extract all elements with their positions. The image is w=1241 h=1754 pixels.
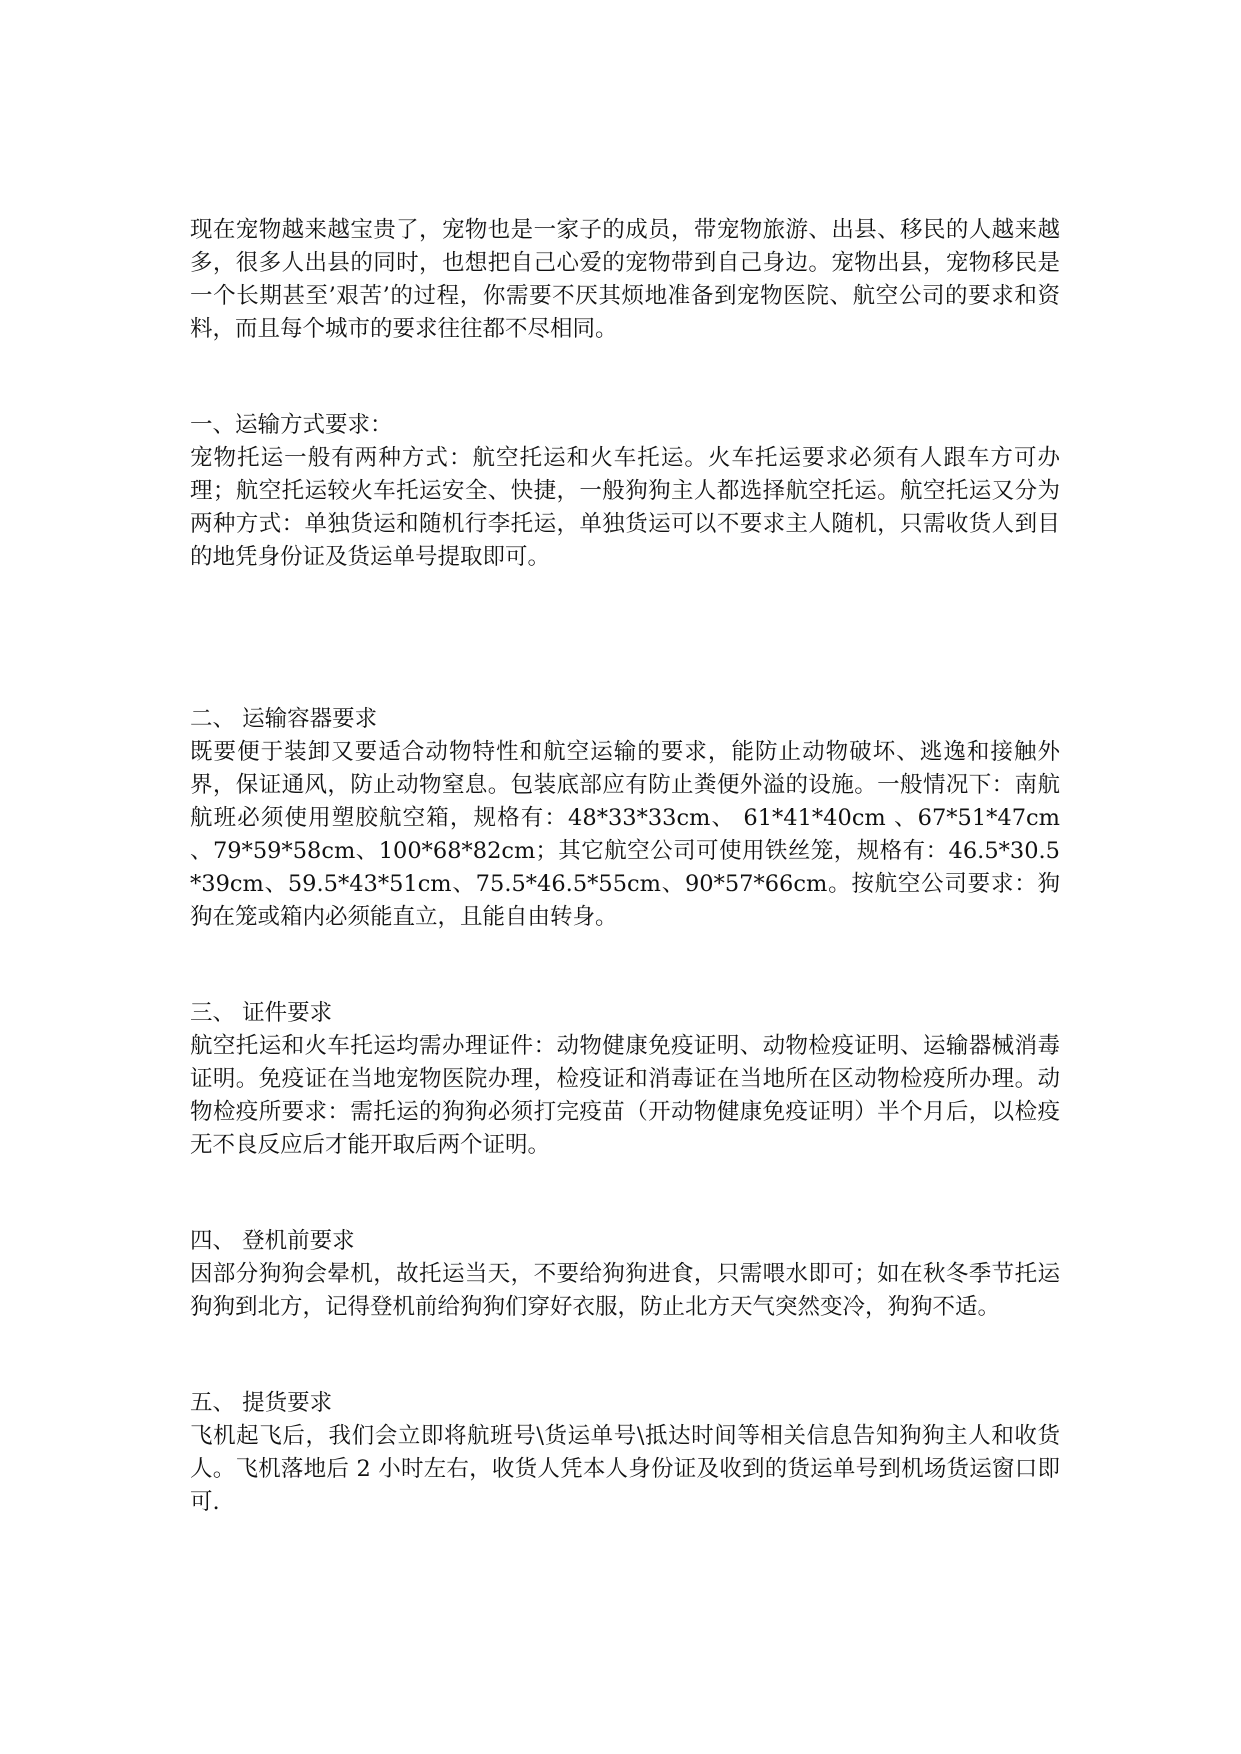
section-container [190, 703, 1060, 934]
intro-paragraph: 现在宠物越来越宝贵了，宠物也是一家子的成员，带宠物旅游、出县、移民的人越来越多，很多人出县的同时，也想把自己心爱的宠物带到自己身边。宠物出县，宠物移民是一个长期甚至’艰苦’的过程，你需要不厌其烦地准备到宠物医院、航空公司的要求和资料，而且每个城市的要求往往都不尽相同。 [190, 217, 1060, 342]
document-page [190, 214, 1060, 1519]
section-documents [190, 997, 1060, 1162]
section-body: 航空托运和火车托运均需办理证件：动物健康免疫证明、动物检疫证明、运输器械消毒证明。免疫证在当地宠物医院办理，检疫证和消毒证在当地所在区动物检疫所办理。动物检疫所要求：需托运的狗狗必须打完疫苗（开动物健康免疫证明）半个月后，以检疫无不良反应后才能开取后两个证明。 [190, 1033, 1060, 1158]
section-heading: 四、 登机前要求 [190, 1228, 355, 1254]
section-body: 因部分狗狗会晕机，故托运当天，不要给狗狗进食，只需喂水即可；如在秋冬季节托运狗狗到北方，记得登机前给狗狗们穿好衣服，防止北方天气突然变冷，狗狗不适。 [190, 1261, 1060, 1320]
section-body: 飞机起飞后，我们会立即将航班号\货运单号\抵达时间等相关信息告知狗狗主人和收货人。飞机落地后 2 小时左右，收货人凭本人身份证及收到的货运单号到机场货运窗口即可. [190, 1423, 1060, 1515]
section-body: 宠物托运一般有两种方式：航空托运和火车托运。火车托运要求必须有人跟车方可办理；航空托运较火车托运安全、快捷，一般狗狗主人都选择航空托运。航空托运又分为两种方式：单独货运和随机行李托运，单独货运可以不要求主人随机，只需收货人到目的地凭身份证及货运单号提取即可。 [190, 445, 1060, 570]
section-pre-boarding [190, 1225, 1060, 1324]
section-heading: 二、 运输容器要求 [190, 706, 378, 732]
section-pickup [190, 1387, 1060, 1519]
section-heading: 五、 提货要求 [190, 1390, 333, 1416]
section-heading: 一、运输方式要求： [190, 412, 393, 438]
section-body: 既要便于装卸又要适合动物特性和航空运输的要求，能防止动物破坏、逃逸和接触外界，保证通风，防止动物窒息。包装底部应有防止粪便外溢的设施。一般情况下：南航航班必须使用塑胶航空箱，规格有：48*33*33cm、 61*41*40cm 、67*51*47cm 、79*59*58cm、100*68*82cm；其它航空公司可使用铁丝笼，规格有：46.5*30.5*39cm、59.5*43*51cm、75.5*46.5*55cm、90*57*66cm。按航空公司要求：狗狗在笼或箱内必须能直立，且能自由转身。 [190, 739, 1060, 930]
section-heading: 三、 证件要求 [190, 1000, 333, 1026]
section-transport-method [190, 409, 1060, 574]
